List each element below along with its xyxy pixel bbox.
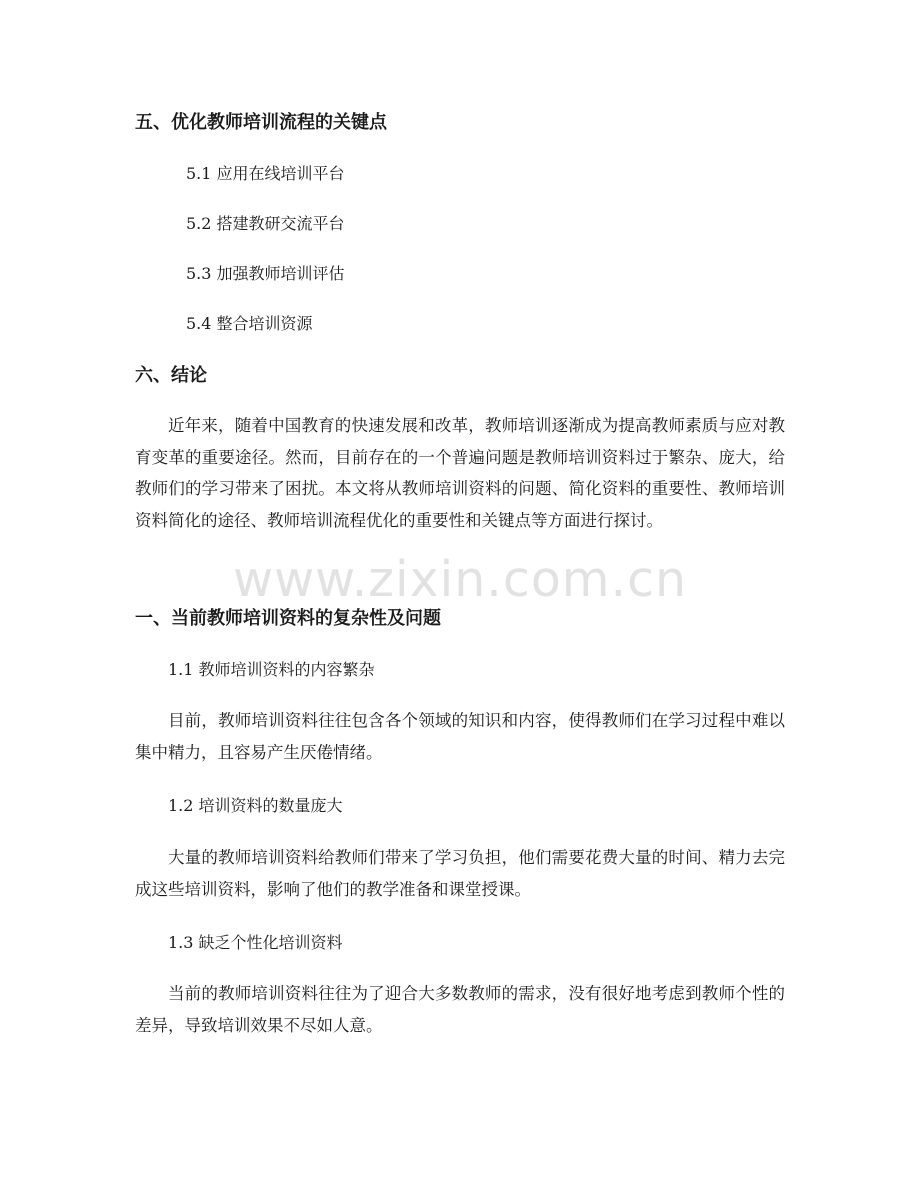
conclusion-paragraph: 近年来，随着中国教育的快速发展和改革，教师培训逐渐成为提高教师素质与应对教育变革的重要途径。然而，目前存在的一个普遍问题是教师培训资料过于繁杂、庞大，给教师们的学习带来了困扰。本文将从教师培训资料的问题、简化资料的重要性、教师培训资料简化的途径、教师培训流程优化的重要性和关键点等方面进行探讨。	[135, 416, 785, 530]
subsection-1-1-heading: 1.1 教师培训资料的内容繁杂	[168, 660, 375, 679]
subsection-1-3-paragraph: 当前的教师培训资料往往为了迎合大多数教师的需求，没有很好地考虑到教师个性的差异，导致培训效果不尽如人意。	[135, 984, 785, 1035]
section-5-4-item: 5.4 整合培训资源	[186, 314, 313, 333]
section-5-1-item: 5.1 应用在线培训平台	[186, 164, 345, 183]
subsection-1-3-heading: 1.3 缺乏个性化培训资料	[168, 933, 343, 952]
subsection-1-1-paragraph: 目前，教师培训资料往往包含各个领域的知识和内容，使得教师们在学习过程中难以集中精力，且容易产生厌倦情绪。	[135, 711, 785, 762]
section-5-2-item: 5.2 搭建教研交流平台	[186, 214, 345, 233]
section-5-3-item: 5.3 加强教师培训评估	[186, 264, 345, 283]
watermark-text: www.zixin.com.cn	[233, 551, 688, 608]
section-6-heading: 六、结论	[135, 365, 207, 386]
subsection-1-2-heading: 1.2 培训资料的数量庞大	[168, 796, 343, 815]
section-1-heading: 一、当前教师培训资料的复杂性及问题	[135, 608, 441, 629]
subsection-1-2-paragraph: 大量的教师培训资料给教师们带来了学习负担，他们需要花费大量的时间、精力去完成这些培训资料，影响了他们的教学准备和课堂授课。	[135, 848, 785, 899]
section-5-heading: 五、优化教师培训流程的关键点	[135, 112, 387, 133]
